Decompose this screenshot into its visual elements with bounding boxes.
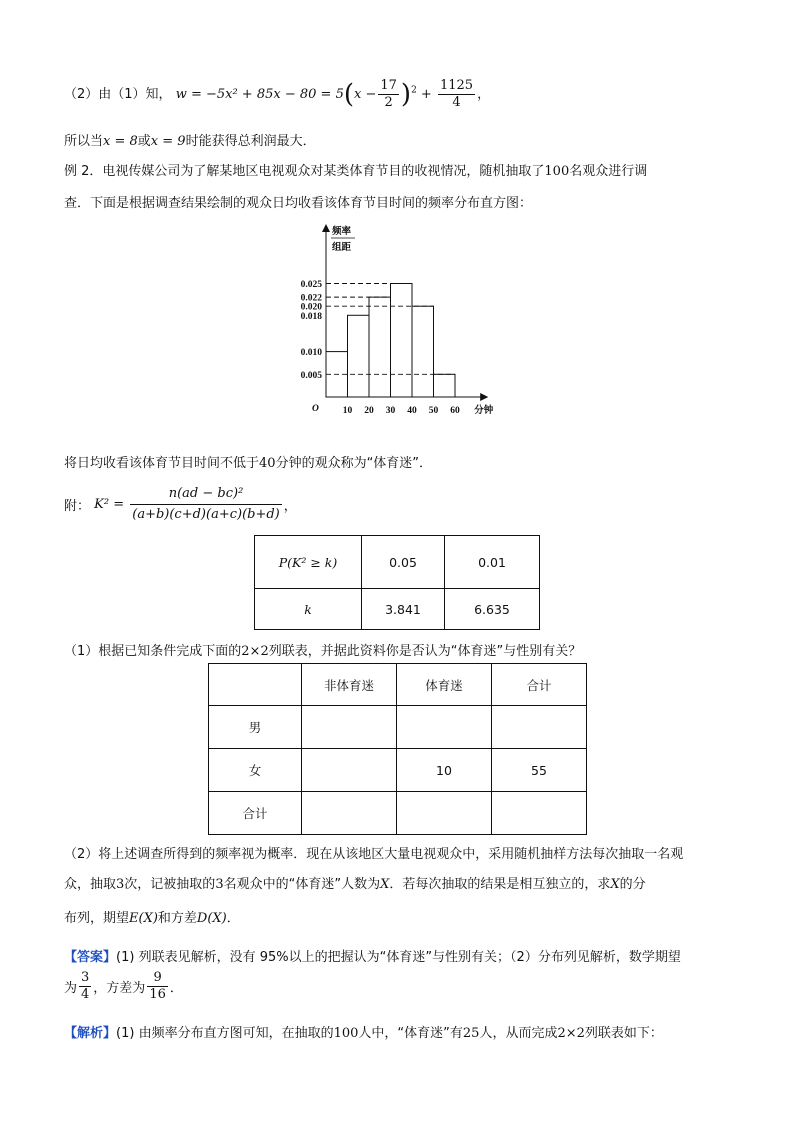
table-cell [302, 792, 397, 835]
close-paren: ) [400, 79, 412, 110]
text: 所以当 [64, 134, 104, 149]
y-axis-label-bottom: 组距 [332, 242, 352, 253]
number-100: 100 [544, 164, 570, 179]
table-cell: 55 [492, 749, 587, 792]
text: ．若每次抽取的结果是相互独立的，求 [389, 877, 611, 892]
text: 时能获得总利润最大． [185, 134, 316, 149]
x-tick-label: 20 [364, 406, 374, 416]
histogram-bar [391, 284, 413, 398]
question-2-line-3 [64, 907, 240, 926]
number-25: 25 [462, 1026, 480, 1041]
math-2x2: 2×2 [241, 644, 269, 659]
x-tick-label: 40 [407, 406, 417, 416]
histogram-bar [434, 374, 456, 397]
analysis-tag: 【解析】 [64, 1026, 117, 1041]
question-1 [64, 640, 581, 659]
y-tick-label: 0.020 [300, 302, 322, 313]
math-EX: E(X) [129, 911, 158, 926]
y-tick-label: 0.005 [300, 370, 322, 381]
fraction-9-16 [147, 970, 168, 1003]
math-X: X [610, 877, 620, 892]
comma: ， [283, 499, 297, 514]
contingency-table [208, 663, 587, 835]
origin-label: O [312, 404, 319, 414]
text: （1）根据已知条件完成下面的 [64, 644, 242, 659]
x-minus: x − [354, 87, 377, 102]
table-cell: 0.05 [362, 536, 445, 589]
table-cell [492, 792, 587, 835]
table-cell: k [255, 589, 362, 630]
table-cell: 合计 [492, 664, 587, 706]
text: 例 2．电视传媒公司为了解某地区电视观众对某类体育节目的收视情况，随机抽取了 [64, 164, 545, 179]
appendix-formula [64, 484, 297, 525]
text: 人中，“体育迷”有 [358, 1026, 463, 1041]
table-cell: 体育迷 [397, 664, 492, 706]
text: 的分 [619, 877, 646, 892]
frac-den: 2 [384, 95, 393, 110]
question-2-line-2 [64, 873, 646, 892]
number: 3 [116, 877, 125, 892]
text: 为 [64, 981, 78, 996]
frac-den: 16 [149, 987, 166, 1002]
frac-den: 4 [81, 987, 90, 1002]
table-cell [302, 706, 397, 749]
table-cell: 10 [397, 749, 492, 792]
table-cell [302, 749, 397, 792]
k2-denominator: (a+b)(c+d)(a+c)(b+d) [132, 507, 280, 522]
answer-line-2 [64, 970, 183, 1003]
w-expression: w = −5x² + 85x − 80 = 5 [175, 87, 344, 102]
y-tick-label: 0.010 [300, 348, 322, 359]
math-X: X [380, 877, 390, 892]
x-tick-label: 10 [342, 406, 353, 416]
text: 名观众中的“体育迷”人数为 [223, 877, 381, 892]
table-cell: P(K² ≥ k) [255, 536, 362, 589]
number-100: 100 [333, 1026, 359, 1041]
fraction-1125-4 [438, 78, 475, 111]
x-tick-label: 50 [428, 406, 439, 416]
question-2-line-1: （2）将上述调查所得到的频率视为概率．现在从该地区大量电视观众中，采用随机抽样方法每次抽取一名观 [64, 847, 684, 862]
k2-fraction [130, 484, 282, 525]
table-cell: 0.01 [445, 536, 540, 589]
text: 人，从而完成 [479, 1026, 558, 1041]
example-line-1 [64, 160, 647, 179]
fan-definition-line [64, 452, 432, 471]
table-cell [397, 706, 492, 749]
table-cell [492, 706, 587, 749]
y-tick-label: 0.022 [300, 293, 322, 304]
critical-value-table [254, 535, 540, 630]
text: ． [169, 981, 183, 996]
histogram-bar [348, 315, 370, 397]
number: 3 [215, 877, 224, 892]
histogram-chart [280, 222, 500, 432]
comma: ， [477, 87, 491, 102]
table-row [209, 664, 587, 706]
answer-text: (1) 列联表见解析，没有 95%以上的把握认为“体育迷”与性别有关；（2）分布列见解析，数学期望 [116, 950, 681, 965]
fraction-3-4 [79, 970, 91, 1003]
table-cell: 合计 [209, 792, 302, 835]
table-row [209, 792, 587, 835]
table-cell: 3.841 [362, 589, 445, 630]
text: (1) 由频率分布直方图可知，在抽取的 [116, 1026, 334, 1041]
frac-num: 1125 [439, 78, 474, 93]
table-row [209, 706, 587, 749]
frac-num: 9 [147, 970, 168, 987]
math-x9: x = 9 [150, 134, 186, 149]
histogram-bar [412, 306, 434, 397]
example-line-2: 查．下面是根据调查结果绘制的观众日均收看该体育节目时间的频率分布直方图： [64, 196, 533, 211]
y-axis-label-top: 频率 [332, 226, 352, 237]
math-2x2: 2×2 [557, 1026, 585, 1041]
text: 和方差 [157, 911, 197, 926]
x-tick-label: 30 [385, 406, 396, 416]
text: 次，记被抽取的 [124, 877, 216, 892]
text: 布列，期望 [64, 911, 130, 926]
table-cell [397, 792, 492, 835]
table-cell: 男 [209, 706, 302, 749]
table-cell [209, 664, 302, 706]
text: ． [226, 911, 240, 926]
text: 分钟的观众称为“体育迷”． [275, 456, 433, 471]
plus-sign: + [416, 87, 436, 102]
text: 众，抽取 [64, 877, 117, 892]
x-axis-label: 分钟 [474, 405, 494, 416]
fraction-17-2 [378, 78, 399, 111]
frac-num: 3 [81, 970, 90, 985]
frac-den: 4 [452, 95, 461, 110]
table-cell: 非体育迷 [302, 664, 397, 706]
k2-lhs: K² = [94, 497, 125, 512]
number-40: 40 [259, 456, 276, 471]
table-cell: 6.635 [445, 589, 540, 630]
y-tick-label: 0.025 [300, 280, 322, 290]
x-tick-label: 60 [450, 406, 460, 416]
text: 或 [137, 134, 151, 149]
y-tick-label: 0.018 [300, 311, 322, 322]
text: 列联表，并据此资料你是否认为“体育迷”与性别有关？ [268, 644, 582, 659]
math-x8: x = 8 [103, 134, 138, 149]
square-sup: 2 [411, 85, 417, 96]
k2-numerator: n(ad − bc)² [130, 484, 282, 505]
answer-line-1 [64, 946, 681, 965]
table-cell: 女 [209, 749, 302, 792]
open-paren: ( [343, 79, 354, 110]
table-row [255, 536, 540, 589]
histogram-bar [369, 297, 391, 397]
table-row [255, 589, 540, 630]
text: 将日均收看该体育节目时间不低于 [64, 456, 260, 471]
frac-num: 17 [380, 78, 397, 93]
appendix-label: 附： [64, 499, 91, 514]
part2-formula-line [64, 78, 490, 111]
analysis-line [64, 1022, 663, 1041]
text: 列联表如下： [584, 1026, 663, 1041]
table-row [209, 749, 587, 792]
answer-tag: 【答案】 [64, 950, 117, 965]
text: 名观众进行调 [569, 164, 648, 179]
profit-line [64, 130, 316, 149]
math-DX: D(X) [196, 911, 227, 926]
part2-prefix: （2）由（1）知， [64, 87, 172, 102]
text: ，方差为 [93, 981, 146, 996]
